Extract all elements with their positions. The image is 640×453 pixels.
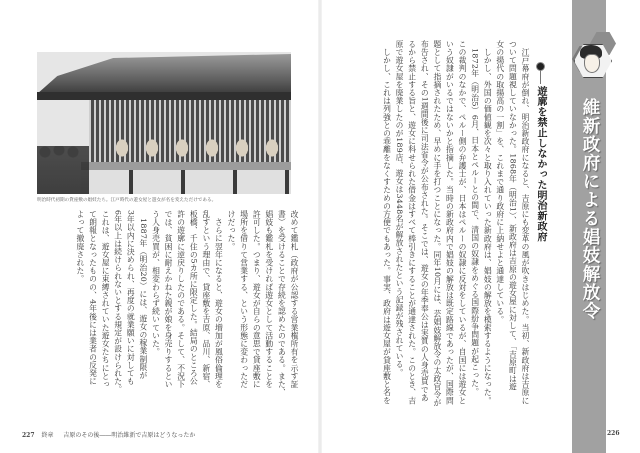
section-heading: 遊廓を禁止しなかった明治新政府 xyxy=(535,86,546,242)
text-column: いう奴隷がいるではないかと指摘した。当時の新政府内で娼妓の解放は既定路線であったが、国際問 xyxy=(445,40,455,405)
running-head-title: 吉原のその後――明治維新で吉原はどうなったか xyxy=(63,432,196,439)
text-column: 3年以内に決められ、再度の就業願いに対しても xyxy=(126,210,136,386)
left-body-text xyxy=(54,210,300,422)
text-column: 江戸幕府が倒れ、明治新政府になると、吉原にも変革の風が吹きはじめた。当初、新政府は吉原に xyxy=(521,40,530,405)
text-column: 女の揚代の取揚高の一割」を、これまで通り政府に上納せよと通達している。 xyxy=(495,40,505,324)
text-column: 題として指摘されたため、早めに手を打つことになった。同年10月には、芸娼妓解放令の太政官令が xyxy=(432,40,442,407)
text-column: けだった。 xyxy=(227,210,237,251)
left-footer xyxy=(22,430,195,439)
right-body-text xyxy=(355,40,531,420)
chapter-title: 維新政府による娼妓解放令 xyxy=(580,98,600,320)
text-column: 乱すという理由で、貸座敷を吉原、品川、新宿、 xyxy=(201,210,211,389)
text-column: 原で遊女屋を廃業したのが189店、遊女は3448名が解放されたという記録が残されている。 xyxy=(395,40,405,377)
page-number-right: 226 xyxy=(607,430,620,437)
photo-eave xyxy=(37,92,291,100)
text-column: さらに翌年になると、遊女の増加が風俗倫理を xyxy=(214,210,224,389)
text-column: これは、遊女屋に束縛されていた遊女たちにとっ xyxy=(101,210,111,389)
text-column: 許の遊廓に逆戻りしたのである。そして、不況下 xyxy=(176,210,186,389)
text-column: 書）を受けることで存続を認めたのである。また、 xyxy=(277,210,287,397)
photo-caption: 明治時代初期の貸座敷の娼妓たち。江戸時代の遊女屋と遊女が名を変えただけである。 xyxy=(37,198,217,203)
text-column: しかし、外国の価値観を次々と取り入れていった新政府は、娼妓の解放を模索するようになった。 xyxy=(483,40,493,405)
text-column: 1872年（明治5）6月、日本とペルーとの間で、清国の奴隷をめぐる国際紛争問題が起こった。 xyxy=(470,40,480,396)
text-column: 許可した。つまり、遊女が自らの意思で貸座敷に xyxy=(252,210,262,389)
portrait-face xyxy=(584,54,600,73)
text-column: るから禁止する旨と、遊女に科せられた借金はすべて棒引きにすることが通達された。このとき、吉 xyxy=(407,40,417,405)
text-column: 布告され、その1週間後に司法省令が公布された。そこでは、遊女の年季奉公は実質の人身売買であ xyxy=(420,40,430,402)
text-column: う人身売買が、相変わらず続いていた。 xyxy=(151,210,161,356)
text-column: しかし、これは列強との乖離をなくすための方便でもあった。事実、政府は遊女屋が貸座敷と名を xyxy=(382,40,392,405)
text-column: では、貧困に耐えかねた親が娘を身売りするとい xyxy=(164,210,174,389)
section-rule xyxy=(540,70,541,84)
historical-photo xyxy=(37,52,291,194)
running-head-chapter: 終章 xyxy=(41,432,54,439)
photo-onlookers xyxy=(37,146,89,194)
text-column: よって撤廃された。 xyxy=(75,210,85,283)
photo-floor xyxy=(81,162,291,170)
photo-base xyxy=(81,170,291,194)
photo-courtesans xyxy=(107,134,287,160)
text-column: 娼妓も鑑札を受ければ遊女として活動することを xyxy=(264,210,274,389)
page-number-left: 227 xyxy=(22,432,35,439)
text-column: て朗報となったものの、4年後には業者の反発に xyxy=(88,210,98,386)
text-column: 場所を借りて営業する、という形態に変わっただ xyxy=(239,210,249,389)
text-column: この裁判のなかで、ペルー側の弁護士が、日本はペルーの奴隷に反対をしているが、自国には遊女と xyxy=(458,40,468,405)
text-column: 板橋、千住の5カ所に限定した。結局のところ公 xyxy=(189,210,199,386)
text-column: 改めて鑑札（政府が公認する営業権所有を示す証 xyxy=(290,210,299,389)
text-column: 6年以上は続けられないとする規定が設けられた。 xyxy=(113,210,123,394)
text-column: 1887年（明治20）には、遊女の稼業制限が xyxy=(138,210,148,380)
text-column: ついて問題視していなかった。1868年（明治1）、新政府は吉原の遊女屋に対して、「吉原町は遊 xyxy=(508,40,518,391)
